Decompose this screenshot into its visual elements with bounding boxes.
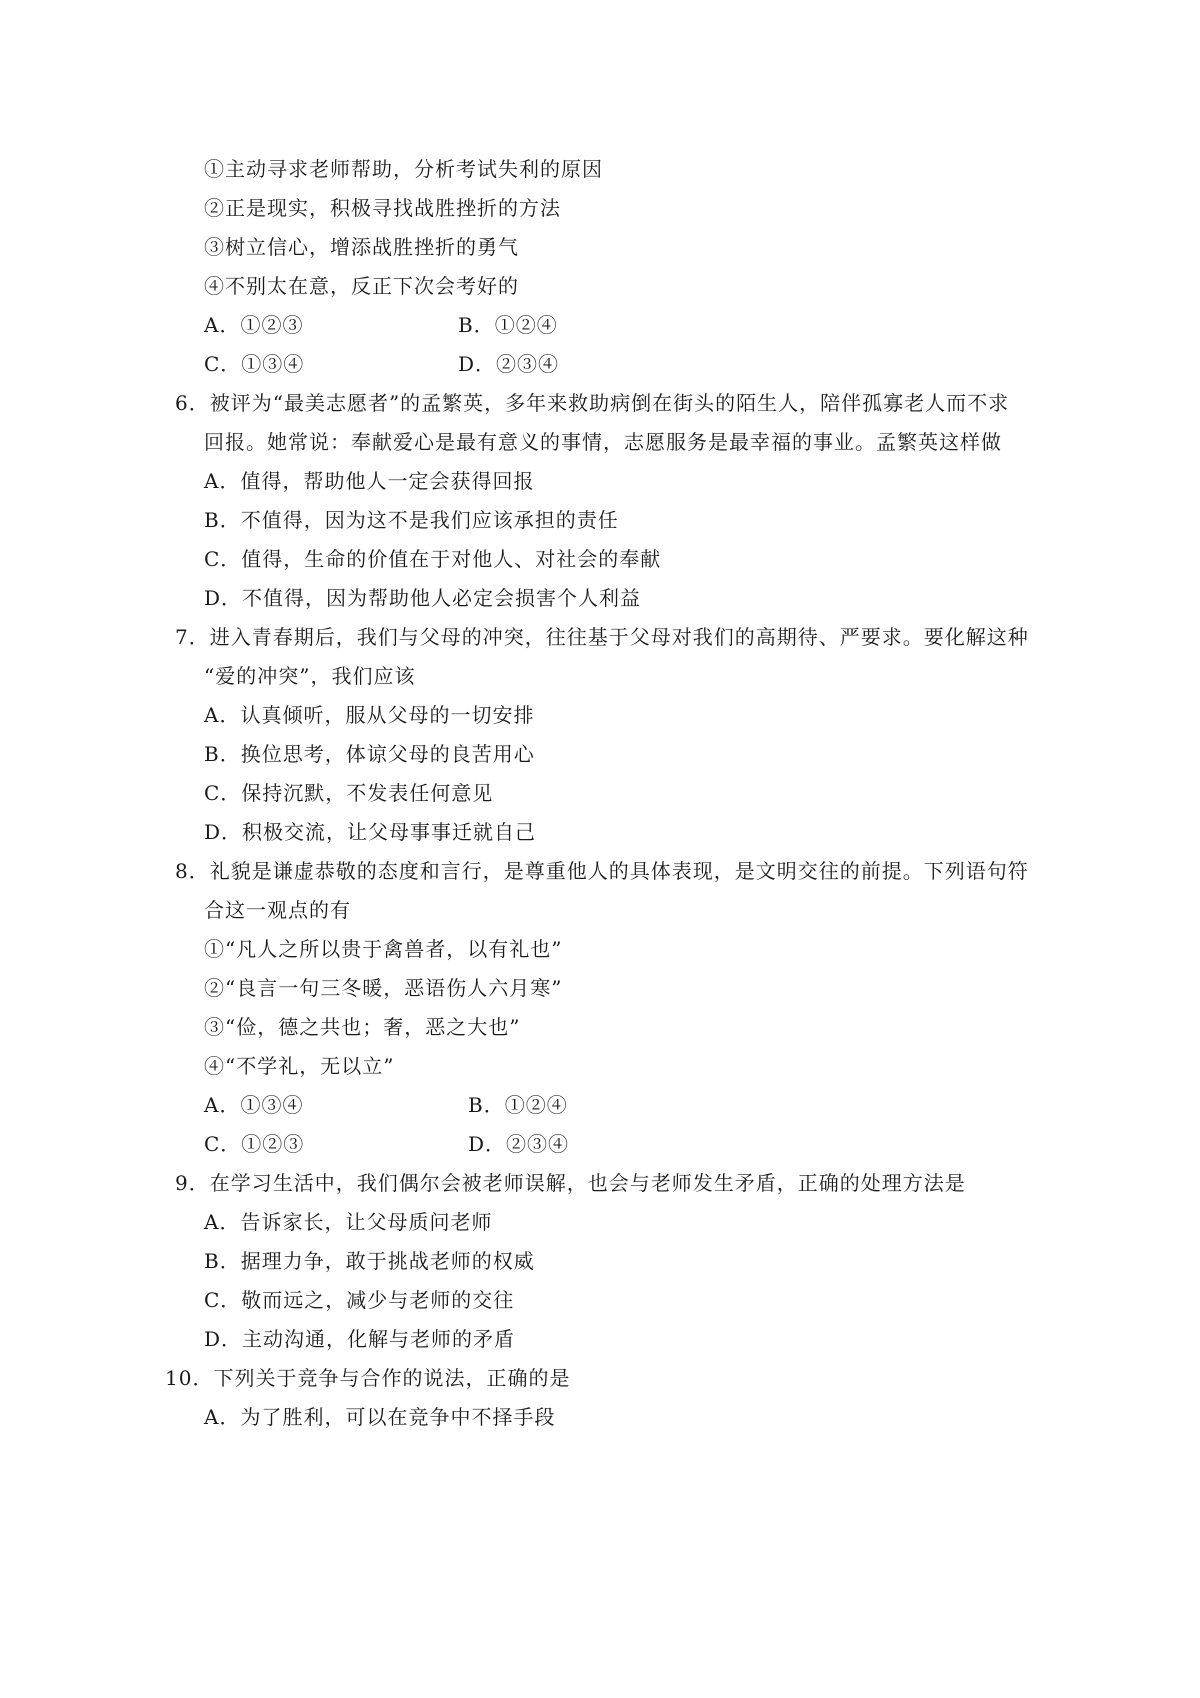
q8-statement-1: ①“凡人之所以贵于禽兽者，以有礼也”: [204, 937, 563, 961]
q7-option-a: A．认真倾听，服从父母的一切安排: [204, 703, 535, 727]
q5-option-b: B．①②④: [458, 313, 558, 337]
q5-statement-1: ①主动寻求老师帮助，分析考试失利的原因: [204, 157, 603, 181]
q8-stem-line1: 8．礼貌是谦虚恭敬的态度和言行，是尊重他人的具体表现，是文明交往的前提。下列语句符: [175, 859, 1029, 883]
q7-stem-line1: 7．进入青春期后，我们与父母的冲突，往往基于父母对我们的高期待、严要求。要化解这种: [175, 625, 1029, 649]
q9-option-c: C．敬而远之，减少与老师的交往: [204, 1288, 515, 1312]
q8-statement-3: ③“俭，德之共也；奢，恶之大也”: [204, 1015, 521, 1039]
q6-option-d: D．不值得，因为帮助他人必定会损害个人利益: [204, 586, 642, 610]
q6-stem-line1: 6．被评为“最美志愿者”的孟繁英，多年来救助病倒在街头的陌生人，陪伴孤寡老人而不求: [175, 391, 1010, 415]
q8-option-d: D．②③④: [468, 1132, 570, 1156]
q6-option-c: C．值得，生命的价值在于对他人、对社会的奉献: [204, 547, 662, 571]
q6-option-a: A．值得，帮助他人一定会获得回报: [204, 469, 535, 493]
q5-option-a: A．①②③: [204, 313, 304, 337]
q8-option-a: A．①③④: [204, 1093, 304, 1117]
q5-statement-4: ④不别太在意，反正下次会考好的: [204, 274, 519, 298]
q7-stem-line2: “爱的冲突”，我们应该: [204, 664, 416, 688]
q5-option-c: C．①③④: [204, 352, 305, 376]
q9-stem-line1: 9．在学习生活中，我们偶尔会被老师误解，也会与老师发生矛盾，正确的处理方法是: [175, 1171, 966, 1195]
q9-option-d: D．主动沟通，化解与老师的矛盾: [204, 1327, 516, 1351]
q8-statement-4: ④“不学礼，无以立”: [204, 1054, 395, 1078]
q6-option-b: B．不值得，因为这不是我们应该承担的责任: [204, 508, 619, 532]
q8-stem-line2: 合这一观点的有: [204, 898, 351, 922]
q5-statement-2: ②正是现实，积极寻找战胜挫折的方法: [204, 196, 561, 220]
q9-option-b: B．据理力争，敢于挑战老师的权威: [204, 1249, 535, 1273]
q5-option-d: D．②③④: [458, 352, 560, 376]
q8-option-c: C．①②③: [204, 1132, 305, 1156]
q7-option-c: C．保持沉默，不发表任何意见: [204, 781, 494, 805]
q8-statement-2: ②“良言一句三冬暖，恶语伤人六月寒”: [204, 976, 563, 1000]
q5-statement-3: ③树立信心，增添战胜挫折的勇气: [204, 235, 519, 259]
q6-stem-line2: 回报。她常说：奉献爱心是最有意义的事情，志愿服务是最幸福的事业。孟繁英这样做: [204, 430, 1002, 454]
q7-option-b: B．换位思考，体谅父母的良苦用心: [204, 742, 535, 766]
q8-option-b: B．①②④: [468, 1093, 568, 1117]
q7-option-d: D．积极交流，让父母事事迁就自己: [204, 820, 537, 844]
q10-stem-line1: 10．下列关于竞争与合作的说法，正确的是: [165, 1366, 571, 1390]
q10-option-a: A．为了胜利，可以在竞争中不择手段: [204, 1405, 556, 1429]
q9-option-a: A．告诉家长，让父母质问老师: [204, 1210, 493, 1234]
